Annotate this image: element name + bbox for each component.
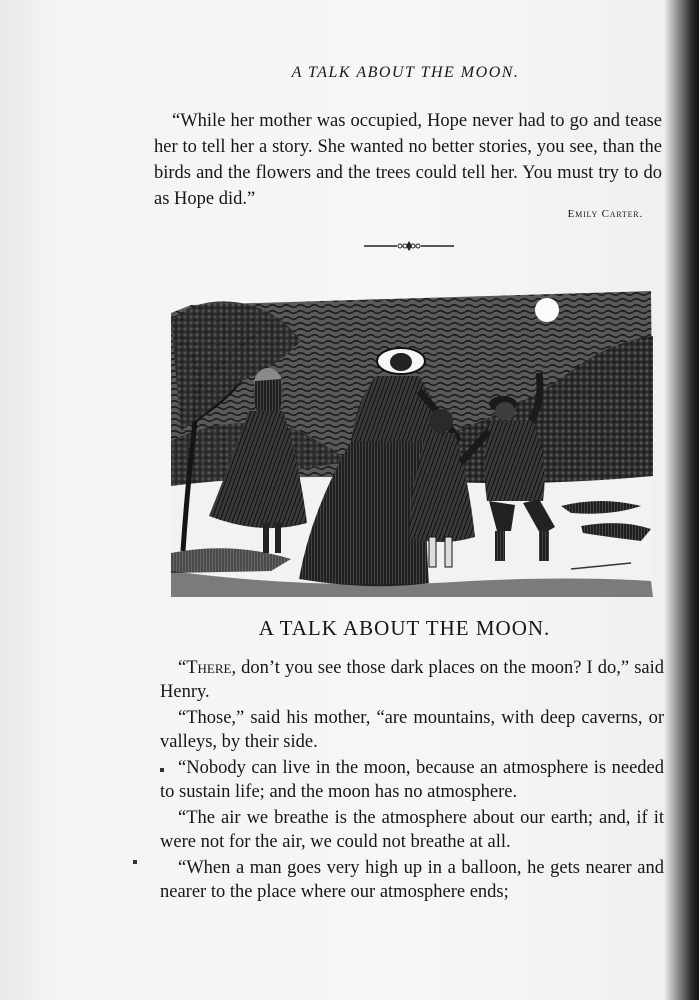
paragraph-2-text: “Those,” said his mother, “are mountains, with deep caverns, or valleys, by their side. (160, 708, 664, 752)
paragraph-5-text: “When a man goes very high up in a balloon, he gets nearer and nearer to the place where our atmosphere ends; (160, 858, 664, 902)
paragraph-3-text: “Nobody can live in the moon, because an atmosphere is needed to sustain life; and the moon has no atmosphere. (160, 758, 664, 802)
ornament-divider (364, 238, 454, 254)
running-head: A TALK ABOUT THE MOON. (291, 64, 520, 81)
paragraph-1-lead: “There, (178, 658, 237, 678)
paragraph-5 (160, 857, 664, 904)
paragraph-3 (160, 757, 664, 804)
margin-mark (160, 768, 164, 772)
quote-attribution: Emily Carter. (567, 208, 643, 220)
paragraph-1 (160, 657, 664, 704)
chapter-body (160, 657, 664, 907)
paragraph-2 (160, 707, 664, 754)
paragraph-4 (160, 807, 664, 854)
chapter-title: A TALK ABOUT THE MOON. (258, 616, 551, 640)
quote-paragraph: “While her mother was occupied, Hope never had to go and tease her to tell her a story. She wanted no better stories, you see, than the birds and the flowers and the trees could tell her. You must try to do as Hope did.” (154, 111, 662, 209)
paragraph-4-text: “The air we breathe is the atmosphere about our earth; and, if it were not for the air, we could not breathe at all. (160, 808, 664, 852)
margin-mark (133, 860, 137, 864)
moonlight-engraving (171, 291, 653, 597)
paragraph-1-text: don’t you see those dark places on the moon? I do,” said Henry. (160, 658, 664, 702)
